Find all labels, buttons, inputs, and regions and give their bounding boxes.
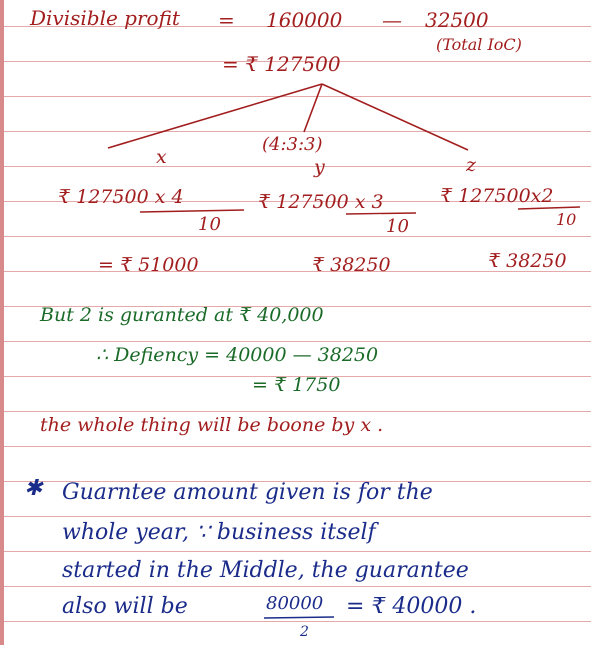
x-share-numerator: ₹ 127500 x 4	[58, 186, 184, 208]
note-line-3: started in the Middle, the guarantee	[62, 558, 469, 583]
ioc-note: (Total IoC)	[436, 35, 522, 54]
star-icon: ✱	[24, 476, 43, 501]
ratio-label: (4:3:3)	[262, 134, 323, 155]
minus-sign: —	[382, 8, 402, 32]
y-fraction-bar	[346, 213, 416, 214]
note-line-4-result: = ₹ 40000 .	[346, 594, 477, 619]
fraction-denominator: 2	[300, 624, 309, 640]
deficiency-line: ∴ Defiency = 40000 — 38250	[96, 344, 379, 366]
borne-by-line: the whole thing will be boone by x .	[40, 414, 384, 436]
partner-z-label: z	[466, 154, 477, 176]
deficiency-result: = ₹ 1750	[252, 374, 341, 396]
y-share-result: ₹ 38250	[312, 254, 391, 276]
y-share-numerator: ₹ 127500 x 3	[258, 191, 384, 213]
ioc-value: 32500	[425, 8, 489, 32]
note-line-4: also will be	[62, 594, 188, 619]
partner-x-label: x	[156, 146, 167, 168]
divisible-profit-label: Divisible profit	[30, 6, 180, 30]
x-share-denominator: 10	[198, 214, 221, 235]
branch-line-y	[304, 84, 322, 132]
guarantee-line: But 2 is guranted at ₹ 40,000	[40, 304, 324, 326]
partner-y-label: y	[314, 156, 325, 178]
z-share-result: ₹ 38250	[488, 250, 567, 272]
z-share-numerator: ₹ 127500x2	[440, 185, 554, 207]
note-fraction-bar	[264, 617, 334, 618]
note-line-2: whole year, ∵ business itself	[62, 520, 376, 545]
note-line-1: Guarntee amount given is for the	[62, 480, 433, 505]
z-fraction-bar	[518, 207, 580, 209]
fraction-numerator: 80000	[266, 593, 324, 614]
y-share-denominator: 10	[386, 216, 409, 237]
x-share-result: = ₹ 51000	[98, 254, 199, 276]
branch-line-z	[322, 84, 468, 150]
z-share-denominator: 10	[556, 210, 577, 229]
x-fraction-bar	[140, 210, 244, 212]
equals-sign: =	[218, 8, 235, 32]
margin-line	[0, 0, 4, 645]
profit-value: 160000	[266, 8, 343, 32]
divisible-result: = ₹ 127500	[222, 52, 341, 76]
